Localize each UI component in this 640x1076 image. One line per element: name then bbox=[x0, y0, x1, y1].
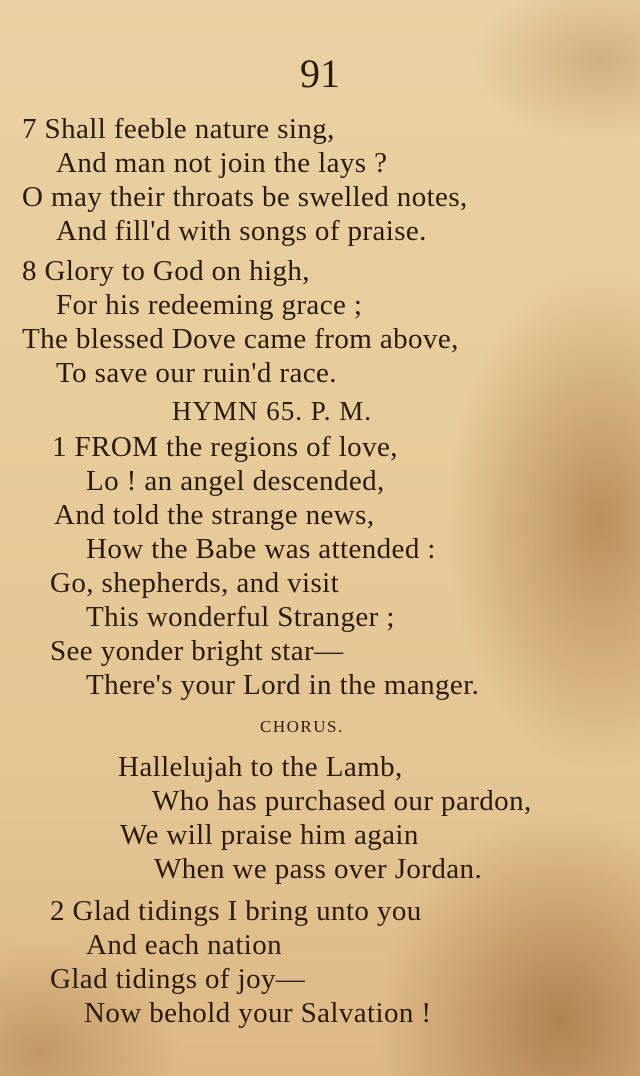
verse-line: 8 Glory to God on high, bbox=[22, 255, 310, 287]
verse-line: 7 Shall feeble nature sing, bbox=[22, 113, 335, 145]
chorus-line: Hallelujah to the Lamb, bbox=[118, 751, 403, 783]
verse2-line: Glad tidings of joy— bbox=[50, 963, 306, 995]
verse-line: To save our ruin'd race. bbox=[56, 357, 337, 389]
hymn-line: 1 FROM the regions of love, bbox=[52, 431, 398, 463]
chorus-line: When we pass over Jordan. bbox=[154, 853, 483, 885]
hymn-line: Go, shepherds, and visit bbox=[50, 567, 340, 599]
hymn-line: See yonder bright star— bbox=[50, 635, 344, 667]
chorus-label: CHORUS. bbox=[260, 717, 344, 736]
verse2-line: And each nation bbox=[86, 929, 283, 961]
verse2-line: 2 Glad tidings I bring unto you bbox=[50, 895, 422, 927]
hymn-line: And told the strange news, bbox=[54, 499, 375, 531]
verse-line: The blessed Dove came from above, bbox=[22, 323, 459, 355]
verse-line: And fill'd with songs of praise. bbox=[56, 215, 427, 247]
hymn-line: Lo ! an angel descended, bbox=[86, 465, 385, 497]
chorus-line: Who has purchased our pardon, bbox=[152, 785, 532, 817]
verse2-line: Now behold your Salvation ! bbox=[84, 997, 432, 1029]
verse-line: For his redeeming grace ; bbox=[56, 289, 363, 321]
hymn-line: There's your Lord in the manger. bbox=[86, 669, 480, 701]
page-number: 91 bbox=[300, 51, 340, 96]
hymn-line: This wonderful Stranger ; bbox=[86, 601, 395, 633]
hymn-title: HYMN 65. P. M. bbox=[172, 396, 373, 426]
chorus-line: We will praise him again bbox=[120, 819, 419, 851]
verse-line: O may their throats be swelled notes, bbox=[22, 181, 468, 213]
verse-line: And man not join the lays ? bbox=[56, 147, 388, 179]
hymn-line: How the Babe was attended : bbox=[86, 533, 436, 565]
